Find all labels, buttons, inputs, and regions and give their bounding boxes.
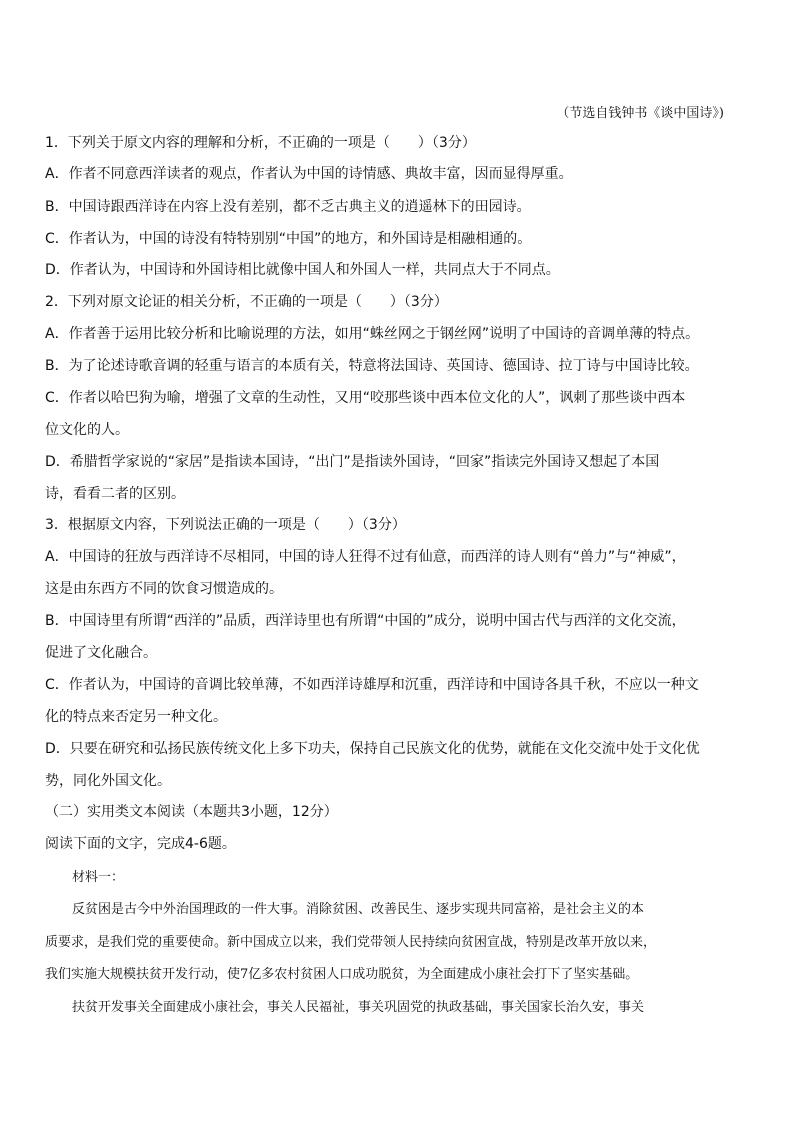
material-paragraph-1-line-1: 反贫困是古今中外治国理政的一件大事。消除贫困、改善民生、逐步实现共同富裕，是社会主义的本 xyxy=(72,902,645,917)
question-1-option-b: B．中国诗跟西洋诗在内容上没有差别，都不乏古典主义的逍遥林下的田园诗。 xyxy=(45,199,531,215)
section-2-instruction: 阅读下面的文字，完成4-6题。 xyxy=(45,836,236,852)
question-3-option-c-cont: 化的特点来否定另一种文化。 xyxy=(45,709,227,725)
material-label: 材料一： xyxy=(72,870,125,885)
question-1-option-a: A．作者不同意西洋读者的观点，作者认为中国的诗情感、典故丰富，因而显得厚重。 xyxy=(45,166,573,182)
question-3-option-a-cont: 这是由东西方不同的饮食习惯造成的。 xyxy=(45,581,283,597)
material-paragraph-2-line-1: 扶贫开发事关全面建成小康社会，事关人民福祉，事关巩固党的执政基础，事关国家长治久安，事关 xyxy=(72,1000,645,1015)
question-2-option-d-cont: 诗，看看二者的区别。 xyxy=(45,486,185,502)
question-2-option-a: A．作者善于运用比较分析和比喻说理的方法，如用“蛛丝网之于钢丝网”说明了中国诗的音调单薄的特点。 xyxy=(45,326,700,342)
question-3-option-d: D．只要在研究和弘扬民族传统文化上多下功夫，保持自己民族文化的优势，就能在文化交流中处于文化优 xyxy=(45,741,700,757)
material-paragraph-1-line-3: 我们实施大规模扶贫开发行动，使7亿多农村贫困人口成功脱贫，为全面建成小康社会打下了坚实基础。 xyxy=(45,967,639,982)
question-1-option-d: D．作者认为，中国诗和外国诗相比就像中国人和外国人一样，共同点大于不同点。 xyxy=(45,262,560,278)
question-2-option-b: B．为了论述诗歌音调的轻重与语言的本质有关，特意将法国诗、英国诗、德国诗、拉丁诗与中国诗比较。 xyxy=(45,358,699,374)
question-1-option-c: C．作者认为，中国的诗没有特特别别“中国”的地方，和外国诗是相融相通的。 xyxy=(45,231,532,247)
question-2-option-d: D．希腊哲学家说的“家居”是指读本国诗，“出门”是指读外国诗，“回家”指读完外国诗又想起了本国 xyxy=(45,454,660,470)
question-2-stem: 2．下列对原文论证的相关分析，不正确的一项是（ ）（3分） xyxy=(45,294,448,310)
section-2-heading: （二）实用类文本阅读（本题共3小题，12分） xyxy=(45,804,338,820)
question-3-option-b-cont: 促进了文化融合。 xyxy=(45,645,157,661)
question-3-option-c: C．作者认为，中国诗的音调比较单薄，不如西洋诗雄厚和沉重，西洋诗和中国诗各具千秋，不应以一种文 xyxy=(45,677,699,693)
question-3-option-b: B．中国诗里有所谓“西洋的”品质，西洋诗里也有所谓“中国的”成分，说明中国古代与西洋的文化交流， xyxy=(45,613,686,629)
material-paragraph-1-line-2: 质要求，是我们党的重要使命。新中国成立以来，我们党带领人民持续向贫困宣战，特别是改革开放以来， xyxy=(45,935,657,950)
question-3-option-d-cont: 势，同化外国文化。 xyxy=(45,773,171,789)
question-2-option-c: C．作者以哈巴狗为喻，增强了文章的生动性，又用“咬那些谈中西本位文化的人”，讽刺了那些谈中西本 xyxy=(45,390,686,406)
source-note: （节选自钱钟书《谈中国诗》) xyxy=(556,106,724,121)
question-3-option-a: A．中国诗的狂放与西洋诗不尽相同，中国的诗人狂得不过有仙意，而西洋的诗人则有“兽力”与“神威”， xyxy=(45,549,686,565)
question-2-option-c-cont: 位文化的人。 xyxy=(45,422,129,438)
question-3-stem: 3．根据原文内容，下列说法正确的一项是（ ）（3分） xyxy=(45,517,406,533)
question-1-stem: 1．下列关于原文内容的理解和分析，不正确的一项是（ ）（3分） xyxy=(45,135,476,151)
